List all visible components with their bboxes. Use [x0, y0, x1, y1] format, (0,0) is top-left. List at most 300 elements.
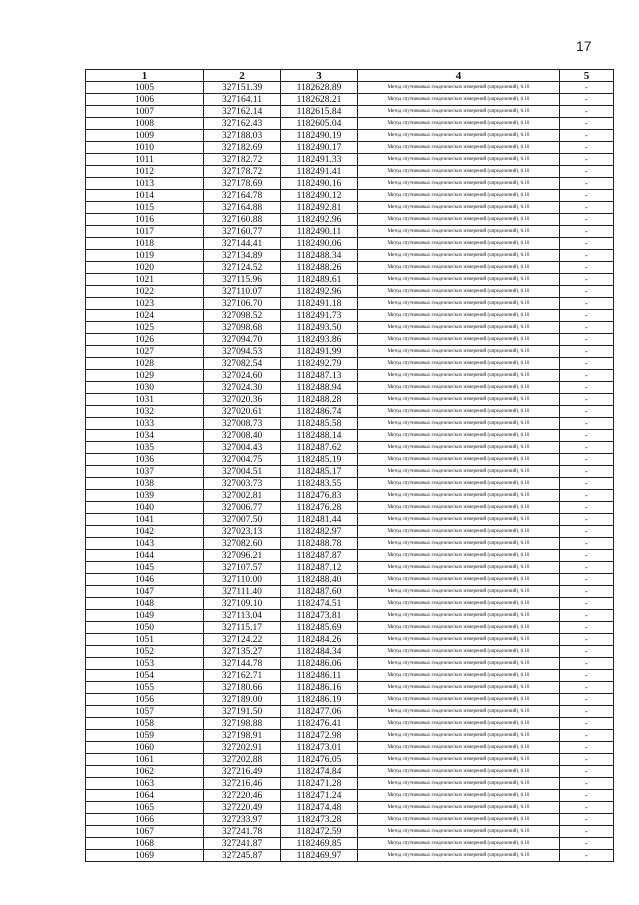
x-coordinate: 327004.75: [204, 454, 281, 466]
y-coordinate: 1182491.41: [281, 166, 358, 178]
dash-cell: -: [560, 538, 614, 550]
dash-cell: -: [560, 190, 614, 202]
dash-cell: -: [560, 634, 614, 646]
point-number: 1069: [86, 850, 204, 862]
header-col-4: 4: [358, 70, 560, 82]
y-coordinate: 1182491.99: [281, 346, 358, 358]
x-coordinate: 327135.27: [204, 646, 281, 658]
point-number: 1025: [86, 322, 204, 334]
x-coordinate: 327220.46: [204, 790, 281, 802]
dash-cell: -: [560, 166, 614, 178]
header-col-5: 5: [560, 70, 614, 82]
table-row: [86, 310, 614, 322]
method-text: Метод спутниковых геодезических измерений (определений), 0.10: [358, 718, 560, 730]
dash-cell: -: [560, 490, 614, 502]
table-row: [86, 370, 614, 382]
point-number: 1037: [86, 466, 204, 478]
y-coordinate: 1182488.94: [281, 382, 358, 394]
table-row: [86, 130, 614, 142]
y-coordinate: 1182490.11: [281, 226, 358, 238]
y-coordinate: 1182492.96: [281, 286, 358, 298]
dash-cell: -: [560, 790, 614, 802]
dash-cell: -: [560, 682, 614, 694]
x-coordinate: 327113.04: [204, 610, 281, 622]
y-coordinate: 1182486.74: [281, 406, 358, 418]
y-coordinate: 1182628.89: [281, 82, 358, 94]
method-text: Метод спутниковых геодезических измерений (определений), 0.10: [358, 202, 560, 214]
y-coordinate: 1182476.83: [281, 490, 358, 502]
table-row: [86, 418, 614, 430]
dash-cell: -: [560, 178, 614, 190]
table-row: [86, 526, 614, 538]
table-row: [86, 550, 614, 562]
method-text: Метод спутниковых геодезических измерений (определений), 0.10: [358, 814, 560, 826]
y-coordinate: 1182488.40: [281, 574, 358, 586]
table-row: [86, 262, 614, 274]
dash-cell: -: [560, 850, 614, 862]
x-coordinate: 327182.72: [204, 154, 281, 166]
dash-cell: -: [560, 658, 614, 670]
point-number: 1026: [86, 334, 204, 346]
table-row: [86, 814, 614, 826]
y-coordinate: 1182491.73: [281, 310, 358, 322]
y-coordinate: 1182472.59: [281, 826, 358, 838]
point-number: 1015: [86, 202, 204, 214]
point-number: 1022: [86, 286, 204, 298]
y-coordinate: 1182469.85: [281, 838, 358, 850]
method-text: Метод спутниковых геодезических измерений (определений), 0.10: [358, 358, 560, 370]
method-text: Метод спутниковых геодезических измерений (определений), 0.10: [358, 550, 560, 562]
table-row: [86, 214, 614, 226]
x-coordinate: 327115.96: [204, 274, 281, 286]
table-row: [86, 94, 614, 106]
x-coordinate: 327164.11: [204, 94, 281, 106]
dash-cell: -: [560, 358, 614, 370]
method-text: Метод спутниковых геодезических измерений (определений), 0.10: [358, 154, 560, 166]
dash-cell: -: [560, 730, 614, 742]
x-coordinate: 327164.88: [204, 202, 281, 214]
x-coordinate: 327111.40: [204, 586, 281, 598]
y-coordinate: 1182476.41: [281, 718, 358, 730]
method-text: Метод спутниковых геодезических измерений (определений), 0.10: [358, 274, 560, 286]
y-coordinate: 1182628.21: [281, 94, 358, 106]
x-coordinate: 327082.54: [204, 358, 281, 370]
table-row: [86, 382, 614, 394]
dash-cell: -: [560, 382, 614, 394]
y-coordinate: 1182487.13: [281, 370, 358, 382]
x-coordinate: 327106.70: [204, 298, 281, 310]
x-coordinate: 327094.70: [204, 334, 281, 346]
point-number: 1050: [86, 622, 204, 634]
dash-cell: -: [560, 454, 614, 466]
dash-cell: -: [560, 778, 614, 790]
table-row: [86, 718, 614, 730]
y-coordinate: 1182485.58: [281, 418, 358, 430]
table-row: [86, 442, 614, 454]
method-text: Метод спутниковых геодезических измерений (определений), 0.10: [358, 754, 560, 766]
y-coordinate: 1182492.81: [281, 202, 358, 214]
method-text: Метод спутниковых геодезических измерений (определений), 0.10: [358, 682, 560, 694]
dash-cell: -: [560, 670, 614, 682]
dash-cell: -: [560, 94, 614, 106]
x-coordinate: 327098.52: [204, 310, 281, 322]
table-row: [86, 802, 614, 814]
table-row: [86, 478, 614, 490]
table-row: [86, 538, 614, 550]
point-number: 1023: [86, 298, 204, 310]
y-coordinate: 1182482.97: [281, 526, 358, 538]
x-coordinate: 327180.66: [204, 682, 281, 694]
x-coordinate: 327134.89: [204, 250, 281, 262]
dash-cell: -: [560, 322, 614, 334]
dash-cell: -: [560, 442, 614, 454]
method-text: Метод спутниковых геодезических измерений (определений), 0.10: [358, 190, 560, 202]
y-coordinate: 1182492.96: [281, 214, 358, 226]
dash-cell: -: [560, 610, 614, 622]
table-row: [86, 454, 614, 466]
table-row: [86, 610, 614, 622]
method-text: Метод спутниковых геодезических измерений (определений), 0.10: [358, 334, 560, 346]
table-row: [86, 742, 614, 754]
table-row: [86, 406, 614, 418]
point-number: 1005: [86, 82, 204, 94]
y-coordinate: 1182472.98: [281, 730, 358, 742]
method-text: Метод спутниковых геодезических измерений (определений), 0.10: [358, 298, 560, 310]
y-coordinate: 1182487.87: [281, 550, 358, 562]
y-coordinate: 1182490.12: [281, 190, 358, 202]
point-number: 1046: [86, 574, 204, 586]
method-text: Метод спутниковых геодезических измерений (определений), 0.10: [358, 478, 560, 490]
method-text: Метод спутниковых геодезических измерений (определений), 0.10: [358, 838, 560, 850]
method-text: Метод спутниковых геодезических измерений (определений), 0.10: [358, 778, 560, 790]
x-coordinate: 327124.52: [204, 262, 281, 274]
table-row: [86, 466, 614, 478]
point-number: 1010: [86, 142, 204, 154]
table-row: [86, 298, 614, 310]
method-text: Метод спутниковых геодезических измерений (определений), 0.10: [358, 766, 560, 778]
point-number: 1036: [86, 454, 204, 466]
x-coordinate: 327233.97: [204, 814, 281, 826]
x-coordinate: 327008.73: [204, 418, 281, 430]
method-text: Метод спутниковых геодезических измерений (определений), 0.10: [358, 130, 560, 142]
table-row: [86, 226, 614, 238]
method-text: Метод спутниковых геодезических измерений (определений), 0.10: [358, 442, 560, 454]
table-row: [86, 514, 614, 526]
point-number: 1066: [86, 814, 204, 826]
x-coordinate: 327007.50: [204, 514, 281, 526]
point-number: 1034: [86, 430, 204, 442]
point-number: 1007: [86, 106, 204, 118]
table-row: [86, 82, 614, 94]
y-coordinate: 1182474.51: [281, 598, 358, 610]
method-text: Метод спутниковых геодезических измерений (определений), 0.10: [358, 430, 560, 442]
x-coordinate: 327241.78: [204, 826, 281, 838]
point-number: 1040: [86, 502, 204, 514]
point-number: 1028: [86, 358, 204, 370]
point-number: 1012: [86, 166, 204, 178]
table-row: [86, 118, 614, 130]
method-text: Метод спутниковых геодезических измерений (определений), 0.10: [358, 106, 560, 118]
table-row: [86, 142, 614, 154]
point-number: 1048: [86, 598, 204, 610]
point-number: 1042: [86, 526, 204, 538]
y-coordinate: 1182471.28: [281, 778, 358, 790]
method-text: Метод спутниковых геодезических измерений (определений), 0.10: [358, 586, 560, 598]
x-coordinate: 327006.77: [204, 502, 281, 514]
table-row: [86, 322, 614, 334]
point-number: 1020: [86, 262, 204, 274]
point-number: 1008: [86, 118, 204, 130]
y-coordinate: 1182488.28: [281, 394, 358, 406]
dash-cell: -: [560, 646, 614, 658]
dash-cell: -: [560, 838, 614, 850]
dash-cell: -: [560, 526, 614, 538]
table-row: [86, 154, 614, 166]
method-text: Метод спутниковых геодезических измерений (определений), 0.10: [358, 490, 560, 502]
x-coordinate: 327144.78: [204, 658, 281, 670]
method-text: Метод спутниковых геодезических измерений (определений), 0.10: [358, 598, 560, 610]
point-number: 1014: [86, 190, 204, 202]
x-coordinate: 327003.73: [204, 478, 281, 490]
table-row: [86, 754, 614, 766]
y-coordinate: 1182474.48: [281, 802, 358, 814]
x-coordinate: 327220.49: [204, 802, 281, 814]
table-row: [86, 178, 614, 190]
dash-cell: -: [560, 694, 614, 706]
table-row: [86, 286, 614, 298]
method-text: Метод спутниковых геодезических измерений (определений), 0.10: [358, 118, 560, 130]
table-row: [86, 202, 614, 214]
table-row: [86, 190, 614, 202]
y-coordinate: 1182469.97: [281, 850, 358, 862]
page-number: 17: [576, 38, 592, 54]
dash-cell: -: [560, 226, 614, 238]
table-row: [86, 778, 614, 790]
x-coordinate: 327189.00: [204, 694, 281, 706]
point-number: 1058: [86, 718, 204, 730]
point-number: 1063: [86, 778, 204, 790]
dash-cell: -: [560, 550, 614, 562]
method-text: Метод спутниковых геодезических измерений (определений), 0.10: [358, 850, 560, 862]
point-number: 1065: [86, 802, 204, 814]
y-coordinate: 1182490.06: [281, 238, 358, 250]
y-coordinate: 1182490.16: [281, 178, 358, 190]
method-text: Метод спутниковых геодезических измерений (определений), 0.10: [358, 790, 560, 802]
y-coordinate: 1182491.18: [281, 298, 358, 310]
point-number: 1006: [86, 94, 204, 106]
method-text: Метод спутниковых геодезических измерений (определений), 0.10: [358, 502, 560, 514]
dash-cell: -: [560, 502, 614, 514]
dash-cell: -: [560, 202, 614, 214]
point-number: 1030: [86, 382, 204, 394]
method-text: Метод спутниковых геодезических измерений (определений), 0.10: [358, 142, 560, 154]
dash-cell: -: [560, 106, 614, 118]
point-number: 1018: [86, 238, 204, 250]
dash-cell: -: [560, 802, 614, 814]
y-coordinate: 1182474.84: [281, 766, 358, 778]
dash-cell: -: [560, 298, 614, 310]
method-text: Метод спутниковых геодезических измерений (определений), 0.10: [358, 406, 560, 418]
x-coordinate: 327202.88: [204, 754, 281, 766]
dash-cell: -: [560, 286, 614, 298]
table-row: [86, 730, 614, 742]
method-text: Метод спутниковых геодезических измерений (определений), 0.10: [358, 802, 560, 814]
y-coordinate: 1182493.50: [281, 322, 358, 334]
point-number: 1035: [86, 442, 204, 454]
method-text: Метод спутниковых геодезических измерений (определений), 0.10: [358, 538, 560, 550]
x-coordinate: 327178.69: [204, 178, 281, 190]
y-coordinate: 1182486.06: [281, 658, 358, 670]
table-row: [86, 766, 614, 778]
point-number: 1029: [86, 370, 204, 382]
method-text: Метод спутниковых геодезических измерений (определений), 0.10: [358, 250, 560, 262]
dash-cell: -: [560, 478, 614, 490]
method-text: Метод спутниковых геодезических измерений (определений), 0.10: [358, 658, 560, 670]
point-number: 1027: [86, 346, 204, 358]
table-row: [86, 646, 614, 658]
dash-cell: -: [560, 238, 614, 250]
dash-cell: -: [560, 706, 614, 718]
point-number: 1045: [86, 562, 204, 574]
point-number: 1060: [86, 742, 204, 754]
y-coordinate: 1182490.19: [281, 130, 358, 142]
x-coordinate: 327144.41: [204, 238, 281, 250]
method-text: Метод спутниковых геодезических измерений (определений), 0.10: [358, 166, 560, 178]
x-coordinate: 327096.21: [204, 550, 281, 562]
table-body: [86, 82, 614, 862]
dash-cell: -: [560, 718, 614, 730]
y-coordinate: 1182488.14: [281, 430, 358, 442]
point-number: 1033: [86, 418, 204, 430]
x-coordinate: 327024.30: [204, 382, 281, 394]
table-row: [86, 586, 614, 598]
dash-cell: -: [560, 742, 614, 754]
method-text: Метод спутниковых геодезических измерений (определений), 0.10: [358, 574, 560, 586]
y-coordinate: 1182486.19: [281, 694, 358, 706]
table-row: [86, 346, 614, 358]
table-row: [86, 682, 614, 694]
y-coordinate: 1182477.06: [281, 706, 358, 718]
table-row: [86, 502, 614, 514]
method-text: Метод спутниковых геодезических измерений (определений), 0.10: [358, 694, 560, 706]
method-text: Метод спутниковых геодезических измерений (определений), 0.10: [358, 346, 560, 358]
dash-cell: -: [560, 598, 614, 610]
method-text: Метод спутниковых геодезических измерений (определений), 0.10: [358, 454, 560, 466]
method-text: Метод спутниковых геодезических измерений (определений), 0.10: [358, 394, 560, 406]
point-number: 1056: [86, 694, 204, 706]
table-row: [86, 358, 614, 370]
x-coordinate: 327107.57: [204, 562, 281, 574]
dash-cell: -: [560, 418, 614, 430]
dash-cell: -: [560, 574, 614, 586]
method-text: Метод спутниковых геодезических измерений (определений), 0.10: [358, 634, 560, 646]
table-row: [86, 598, 614, 610]
point-number: 1016: [86, 214, 204, 226]
y-coordinate: 1182486.16: [281, 682, 358, 694]
table-row: [86, 106, 614, 118]
point-number: 1067: [86, 826, 204, 838]
method-text: Метод спутниковых геодезических измерений (определений), 0.10: [358, 214, 560, 226]
dash-cell: -: [560, 82, 614, 94]
method-text: Метод спутниковых геодезических измерений (определений), 0.10: [358, 706, 560, 718]
point-number: 1052: [86, 646, 204, 658]
table-row: [86, 562, 614, 574]
x-coordinate: 327202.91: [204, 742, 281, 754]
method-text: Метод спутниковых геодезических измерений (определений), 0.10: [358, 178, 560, 190]
x-coordinate: 327245.87: [204, 850, 281, 862]
y-coordinate: 1182605.04: [281, 118, 358, 130]
table-header-row: [86, 70, 614, 82]
method-text: Метод спутниковых геодезических измерений (определений), 0.10: [358, 646, 560, 658]
x-coordinate: 327178.72: [204, 166, 281, 178]
y-coordinate: 1182484.34: [281, 646, 358, 658]
table-row: [86, 394, 614, 406]
y-coordinate: 1182473.81: [281, 610, 358, 622]
table-row: [86, 694, 614, 706]
table-row: [86, 430, 614, 442]
dash-cell: -: [560, 154, 614, 166]
point-number: 1054: [86, 670, 204, 682]
dash-cell: -: [560, 562, 614, 574]
header-col-3: 3: [281, 70, 358, 82]
point-number: 1059: [86, 730, 204, 742]
dash-cell: -: [560, 514, 614, 526]
method-text: Метод спутниковых геодезических измерений (определений), 0.10: [358, 286, 560, 298]
table-row: [86, 826, 614, 838]
table-row: [86, 670, 614, 682]
method-text: Метод спутниковых геодезических измерений (определений), 0.10: [358, 730, 560, 742]
dash-cell: -: [560, 394, 614, 406]
table-row: [86, 658, 614, 670]
point-number: 1051: [86, 634, 204, 646]
table-row: [86, 790, 614, 802]
dash-cell: -: [560, 466, 614, 478]
x-coordinate: 327182.69: [204, 142, 281, 154]
x-coordinate: 327115.17: [204, 622, 281, 634]
y-coordinate: 1182488.34: [281, 250, 358, 262]
point-number: 1024: [86, 310, 204, 322]
dash-cell: -: [560, 310, 614, 322]
dash-cell: -: [560, 118, 614, 130]
y-coordinate: 1182488.78: [281, 538, 358, 550]
method-text: Метод спутниковых геодезических измерений (определений), 0.10: [358, 466, 560, 478]
table-row: [86, 334, 614, 346]
x-coordinate: 327198.88: [204, 718, 281, 730]
point-number: 1053: [86, 658, 204, 670]
x-coordinate: 327020.36: [204, 394, 281, 406]
x-coordinate: 327110.00: [204, 574, 281, 586]
point-number: 1039: [86, 490, 204, 502]
point-number: 1061: [86, 754, 204, 766]
table-row: [86, 274, 614, 286]
dash-cell: -: [560, 214, 614, 226]
dash-cell: -: [560, 262, 614, 274]
dash-cell: -: [560, 250, 614, 262]
point-number: 1062: [86, 766, 204, 778]
x-coordinate: 327216.49: [204, 766, 281, 778]
x-coordinate: 327020.61: [204, 406, 281, 418]
header-col-1: 1: [86, 70, 204, 82]
x-coordinate: 327002.81: [204, 490, 281, 502]
x-coordinate: 327008.40: [204, 430, 281, 442]
x-coordinate: 327110.07: [204, 286, 281, 298]
method-text: Метод спутниковых геодезических измерений (определений), 0.10: [358, 370, 560, 382]
y-coordinate: 1182491.33: [281, 154, 358, 166]
table-row: [86, 250, 614, 262]
table-row: [86, 238, 614, 250]
point-number: 1044: [86, 550, 204, 562]
y-coordinate: 1182485.69: [281, 622, 358, 634]
